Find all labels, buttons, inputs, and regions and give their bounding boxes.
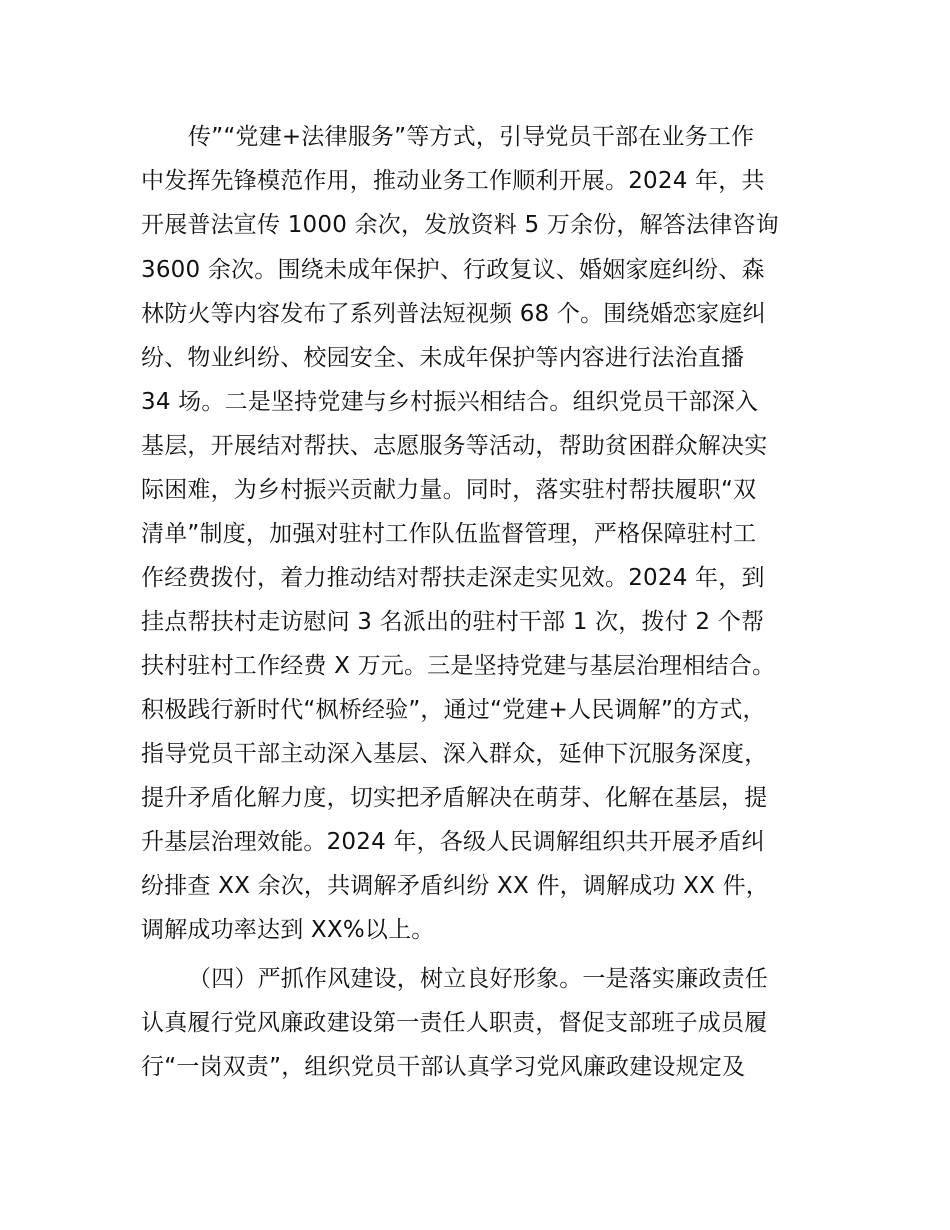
text-line: 提升矛盾化解力度，切实把矛盾解决在萌芽、化解在基层，提 [141,785,768,811]
text-line: 林防火等内容发布了系列普法短视频 68 个。围绕婚恋家庭纠 [141,301,766,327]
text-line: 3600 余次。围绕未成年保护、行政复议、婚姻家庭纠纷、森 [141,257,765,283]
text-line: 34 场。二是坚持党建与乡村振兴相结合。组织党员干部深入 [141,389,759,415]
text-line: 扶村驻村工作经费 X 万元。三是坚持党建与基层治理相结合。 [141,653,776,679]
text-line: 调解成功率达到 XX%以上。 [141,917,435,943]
text-line: 清单”制度，加强对驻村工作队伍监督管理，严格保障驻村工 [141,521,757,547]
text-line: 纷、物业纠纷、校园安全、未成年保护等内容进行法治直播 [141,345,745,371]
text-line: 积极践行新时代“枫桥经验”，通过“党建+人民调解”的方式， [141,697,766,723]
text-line: 传”“党建+法律服务”等方式，引导党员干部在业务工作 [188,124,755,150]
section-heading-line: （四）严抓作风建设，树立良好形象。一是落实廉政责任 [188,966,768,992]
text-line: 作经费拨付，着力推动结对帮扶走深走实见效。2024 年，到 [141,565,765,591]
text-line: 升基层治理效能。2024 年，各级人民调解组织共开展矛盾纠 [141,829,765,855]
text-line: 行“一岗双责”，组织党员干部认真学习党风廉政建设规定及 [141,1054,746,1080]
text-line: 挂点帮扶村走访慰问 3 名派出的驻村干部 1 次，拨付 2 个帮 [141,609,765,635]
text-line: 中发挥先锋模范作用，推动业务工作顺利开展。2024 年，共 [141,168,765,194]
text-line: 际困难，为乡村振兴贡献力量。同时，落实驻村帮扶履职“双 [141,477,757,503]
text-line: 指导党员干部主动深入基层、深入群众，延伸下沉服务深度， [141,741,768,767]
text-line: 基层，开展结对帮扶、志愿服务等活动，帮助贫困群众解决实 [141,433,768,459]
text-line: 纷排查 XX 余次，共调解矛盾纠纷 XX 件，调解成功 XX 件， [141,873,770,899]
text-line: 认真履行党风廉政建设第一责任人职责，督促支部班子成员履 [141,1010,768,1036]
text-line: 开展普法宣传 1000 余次，发放资料 5 万余份，解答法律咨询 [141,212,779,238]
